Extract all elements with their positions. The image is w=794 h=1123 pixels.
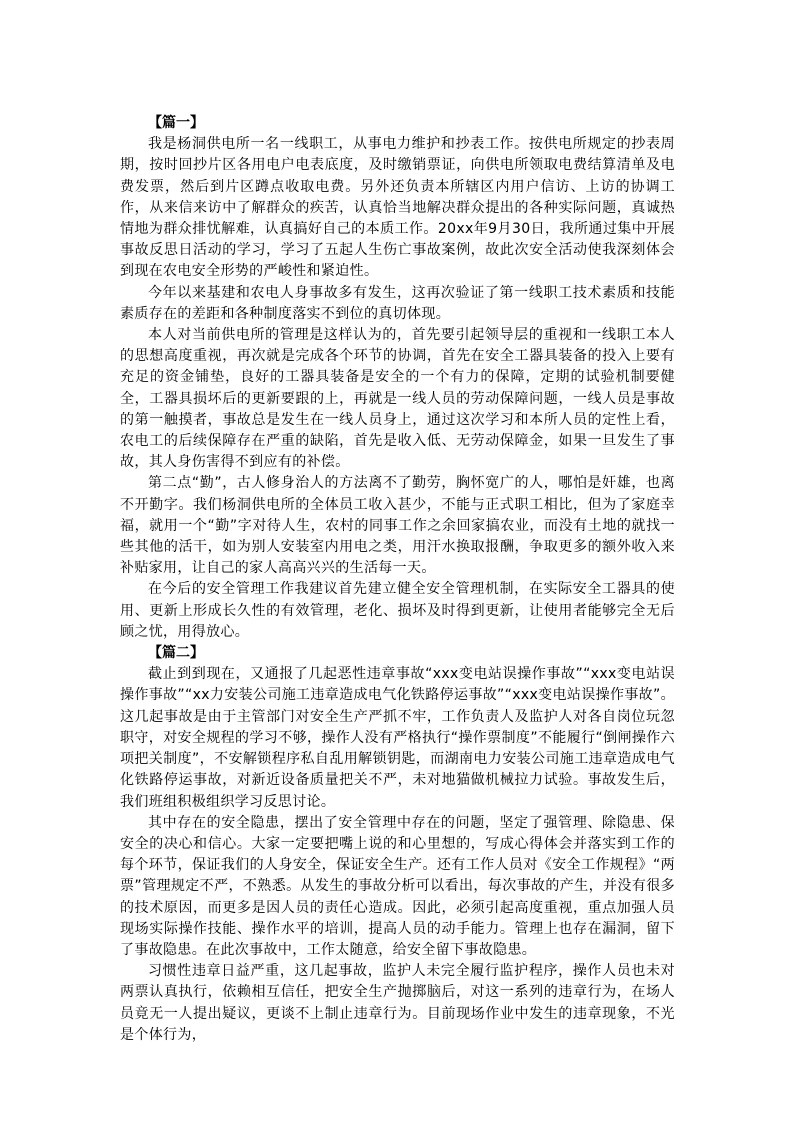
paragraph: 其中存在的安全隐患，摆出了安全管理中存在的问题，坚定了强管理、除隐患、保安全的决心和信心。大家一定要把嘴上说的和心里想的，写成心得体会并落实到工作的每个环节，保证我们的人身安全，保证安全生产。还有工作人员对《安全工作规程》“两票”管理规定不严，不熟悉。从发生的事故分析可以看出，每次事故的产生，并没有很多的技术原因，而更多是因人员的责任心造成。因此，必须引起高度重视，重点加强人员现场实际操作技能、操作水平的培训，提高人员的动手能力。管理上也存在漏洞，留下了事故隐患。在此次事故中，工作太随意，给安全留下事故隐患。	[120, 814, 675, 958]
paragraph: 在今后的安全管理工作我建议首先建立健全安全管理机制，在实际安全工器具的使用、更新上形成长久性的有效管理，老化、损坏及时得到更新，让使用者能够完全无后顾之忧，用得放心。	[120, 581, 675, 640]
section-one	[120, 113, 675, 643]
section-heading: 【篇二】	[148, 645, 204, 662]
section-two	[120, 643, 675, 1046]
paragraph: 第二点“勤”，古人修身治人的方法离不了勤劳，胸怀宽广的人，哪怕是奸雄，也离不开勤字。我们杨洞供电所的全体员工收入甚少，不能与正式职工相比，但为了家庭幸福，就用一个“勤”字对待人生，农村的同事工作之余回家搞农业，而没有土地的就找一些其他的活干，如为别人安装室内用电之类，用汗水换取报酬，争取更多的额外收入来补贴家用，让自己的家人高高兴兴的生活每一天。	[120, 475, 675, 577]
paragraph: 我是杨洞供电所一名一线职工，从事电力维护和抄表工作。按供电所规定的抄表周期，按时回抄片区各用电户电表底度，及时缴销票证，向供电所领取电费结算清单及电费发票，然后到片区蹲点收取电费。另外还负责本所辖区内用户信访、上访的协调工作，从来信来访中了解群众的疾苦，认真恰当地解决群众提出的各种实际问题，真诚热情地为群众排忧解难，认真搞好自己的本质工作。20xx年9月30日，我所通过集中开展事故反思日活动的学习，学习了五起人生伤亡事故案例，故此次安全活动使我深刻体会到现在农电安全形势的严峻性和紧迫性。	[120, 136, 675, 280]
paragraph: 今年以来基建和农电人身事故多有发生，这再次验证了第一线职工技术素质和技能素质存在的差距和各种制度落实不到位的真切体现。	[120, 284, 675, 322]
document-page	[120, 113, 675, 1046]
paragraph: 习惯性违章日益严重，这几起事故，监护人未完全履行监护程序，操作人员也未对两票认真执行，依赖相互信任，把安全生产抛掷脑后，对这一系列的违章行为，在场人员竟无一人提出疑议，更谈不上制止违章行为。目前现场作业中发生的违章现象，不光是个体行为，	[120, 963, 675, 1043]
section-heading: 【篇一】	[148, 115, 204, 131]
paragraph: 截止到到现在，又通报了几起恶性违章事故“xxx变电站误操作事故”“xxx变电站误操作事故”“xx力安装公司施工违章造成电气化铁路停运事故”“xxx变电站误操作事故”。这几起事故是由于主管部门对安全生产严抓不牢，工作负责人及监护人对各自岗位玩忽职守，对安全规程的学习不够，操作人没有严格执行“操作票制度”不能履行“倒闸操作六项把关制度”，不安解锁程序私自乱用解锁钥匙，而湖南电力安装公司施工违章造成电气化铁路停运事故，对新近设备质量把关不严，未对地猫做机械拉力试验。事故发生后，我们班组积极组织学习反思讨论。	[120, 666, 675, 810]
paragraph: 本人对当前供电所的管理是这样认为的，首先要引起领导层的重视和一线职工本人的思想高度重视，再次就是完成各个环节的协调，首先在安全工器具装备的投入上要有充足的资金铺垫，良好的工器具装备是安全的一个有力的保障，定期的试验机制要健全，工器具损坏后的更新要跟的上，再就是一线人员的劳动保障问题，一线人员是事故的第一触摸者，事故总是发生在一线人员身上，通过这次学习和本所人员的定性上看，农电工的后续保障存在严重的缺陷，首先是收入低、无劳动保障金，如果一旦发生了事故，其人身伤害得不到应有的补偿。	[120, 327, 675, 471]
